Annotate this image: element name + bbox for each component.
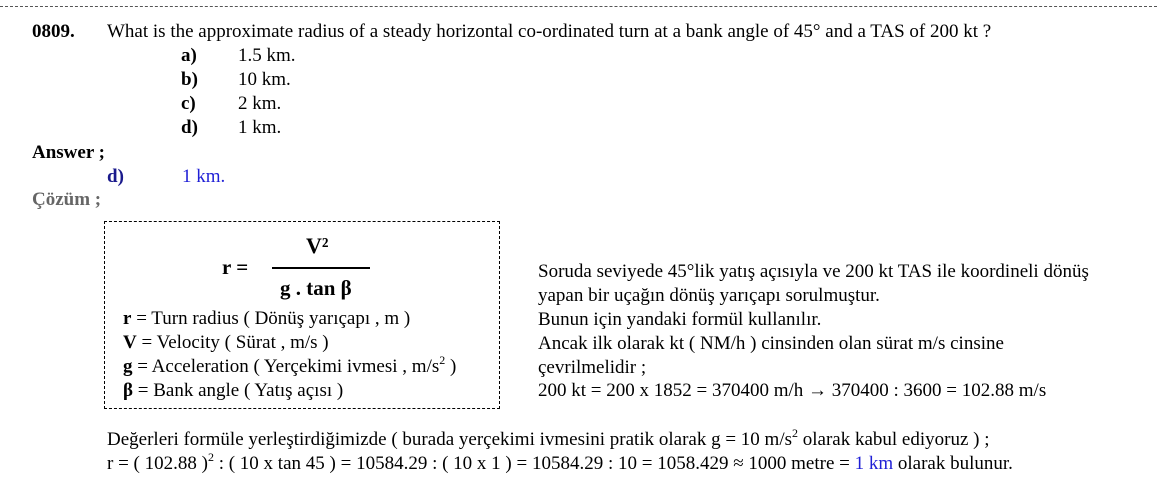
conclusion-1-sup: 2 [792,426,798,440]
legend-row-beta [123,381,343,400]
option-text-b: 10 km. [238,69,291,90]
answer-text: 1 km. [182,166,226,187]
conclusion-1-pre: Değerleri formüle yerleştirdiğimizde ( burada yerçekimi ivmesini pratik olarak g = 10 m/s [107,429,792,450]
option-letter-b: b) [181,69,198,90]
explanation-line-1: Soruda seviyede 45°lik yatış açısıyla ve 200 kt TAS ile koordineli dönüş [538,261,1089,282]
option-letter-d: d) [181,117,198,138]
question-text: What is the approximate radius of a steady horizontal co-ordinated turn at a bank angle of 45° and a TAS of 200 kt ? [107,21,992,42]
formula-lhs: r = [222,255,249,279]
explanation-line-5: çevrilmelidir ; [538,357,647,378]
conclusion-2-pre: r = ( 102.88 ) [107,453,208,474]
question-number: 0809. [32,21,75,42]
legend-desc: = Bank angle ( Yatış açısı ) [133,380,344,401]
option-text-c: 2 km. [238,93,282,114]
conclusion-2-mid: : ( 10 x tan 45 ) = 10584.29 : ( 10 x 1 ) = 10584.29 : 10 = 1058.429 ≈ 1000 metre = [213,453,855,474]
conclusion-1-post: olarak kabul ediyoruz ) ; [798,429,990,450]
legend-symbol: V [123,332,137,353]
answer-heading: Answer ; [32,142,106,163]
legend-row-v [123,333,329,352]
answer-letter: d) [107,166,124,187]
option-letter-c: c) [181,93,196,114]
explanation-line-2: yapan bir uçağın dönüş yarıçapı sorulmuştur. [538,285,880,306]
formula-denominator: g . tan β [280,276,352,300]
legend-symbol: r [123,308,132,329]
legend-desc: = Turn radius ( Dönüş yarıçapı , m ) [131,308,411,329]
option-text-d: 1 km. [238,117,282,138]
option-text-a: 1.5 km. [238,45,296,66]
explanation-line-4: Ancak ilk olarak kt ( NM/h ) cinsinden olan sürat m/s cinsine [538,333,1004,354]
conclusion-line-1 [107,426,990,450]
conclusion-2-sup: 2 [207,450,214,464]
legend-row-r [123,309,410,328]
solution-heading: Çözüm ; [32,189,102,210]
formula-numerator: V² [306,233,329,258]
top-divider [0,6,1157,7]
legend-tail: ) [445,356,457,377]
explanation-line-3: Bunun için yandaki formül kullanılır. [538,309,822,330]
legend-symbol: g [123,356,133,377]
conclusion-highlight: 1 km [854,453,894,474]
legend-symbol: β [123,380,134,401]
explanation-line-6: 200 kt = 200 x 1852 = 370400 m/h → 370400 : 3600 = 102.88 m/s [538,380,1047,401]
conclusion-line-2 [107,450,1013,474]
legend-sup: 2 [439,353,446,367]
option-letter-a: a) [181,45,197,66]
fraction-bar [272,267,370,269]
legend-desc: = Acceleration ( Yerçekimi ivmesi , m/s [132,356,440,377]
legend-desc: = Velocity ( Sürat , m/s ) [136,332,329,353]
legend-row-g [123,353,457,377]
conclusion-2-post: olarak bulunur. [893,453,1013,474]
